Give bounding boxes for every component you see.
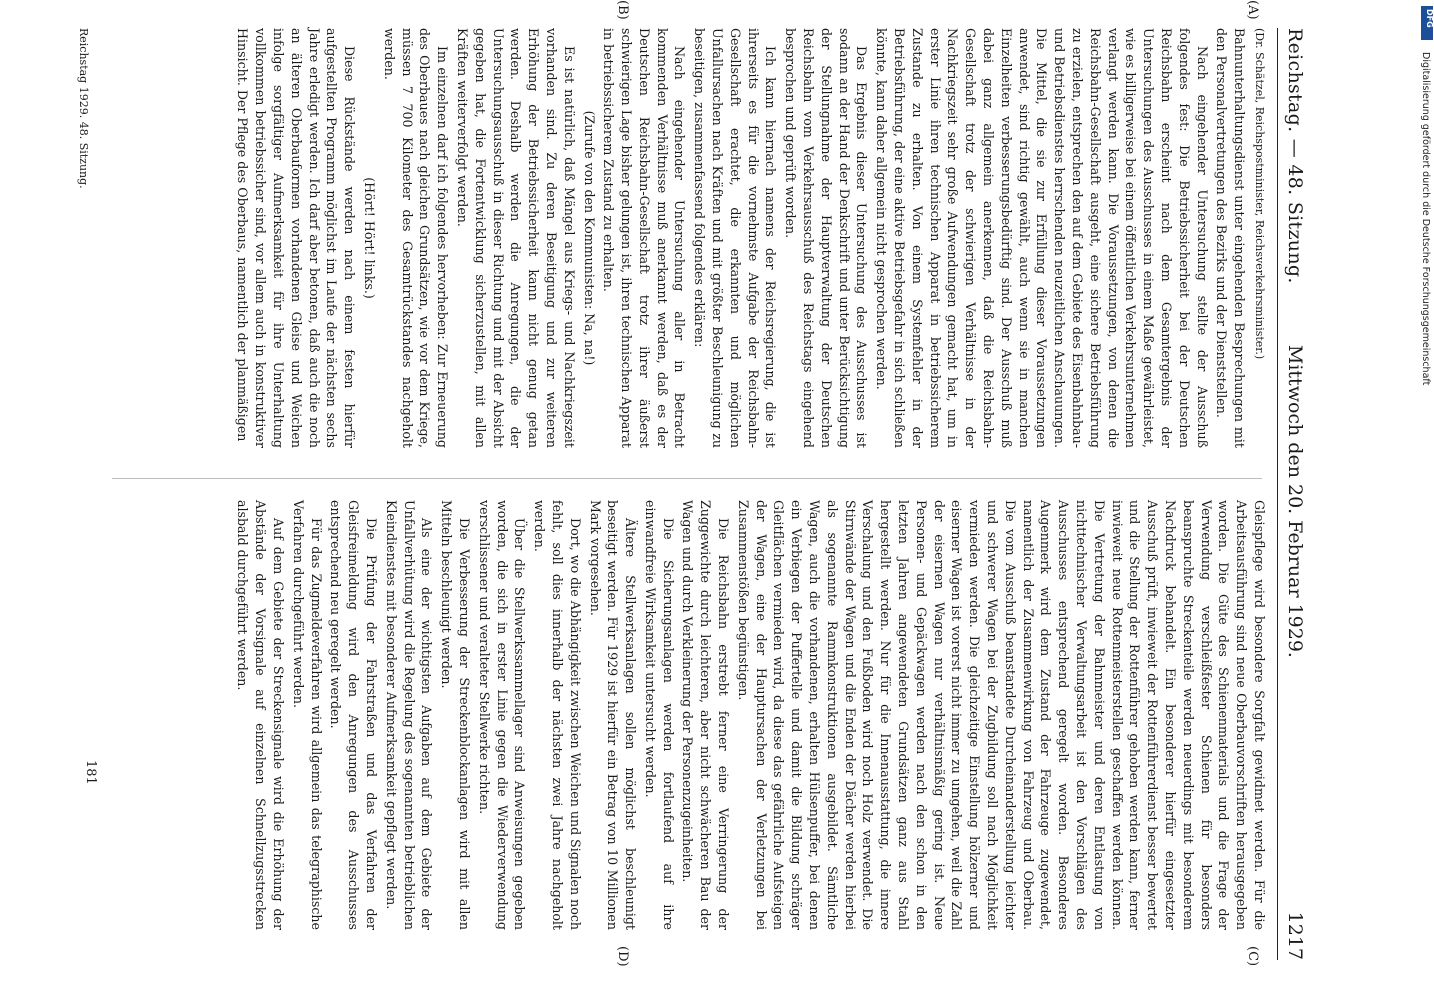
paragraph: Im einzelnen darf ich folgendes hervorheben: Zur Erneuerung des Oberbaues nach gleichen Grundsätzen, wie vor dem Kriege, müssen 7 700 Kilometer des Gesamtrückstandes nachgeholt werden. — [381, 28, 451, 448]
page-footer: Reichstag 1929. 48. Sitzung. — [77, 28, 90, 189]
digitization-sidebar — [1421, 6, 1433, 506]
dfg-logo-text: DFG — [1425, 9, 1434, 28]
paragraph: Die Sicherungsanlagen werden fortlaufend auf ihre einwandfreie Wirksamkeit untersucht werden. — [642, 500, 676, 930]
paragraph: Diese Rückstände werden nach einem festen hierfür aufgestellten Programm möglichst im Laufe der nächsten sechs Jahre erledigt werden. Ich darf aber betonen, daß auch die noch an älteren Oberbauformen vorhandenen Gleise und Weichen infolge sorgfältiger Aufmerksamkeit für ihre Unterhaltung vollkommen betriebssicher sind, vor allem auch in konstruktiver Hinsicht. Der Pflege des Oberbaus, namentlich der planmäßigen — [235, 28, 358, 448]
page-header — [1277, 28, 1312, 960]
paragraph: Gleispflege wird besondere Sorgfalt gewidmet werden. Für die Arbeitsausführung sind neue Oberbauvorschriften herausgegeben worden. Die Güte des Schienenmaterials und die Frage der Verwendung verschleißfester Schienen für besonders beanspruchte Streckenteile werden neuerdings mit besonderem Nachdruck behandelt. Ein besonderer hierfür eingesetzter Ausschuß prüft, inwieweit der Rottenführerdienst besser bewertet und die Stellung der Rottenführer gehoben werden kann, ferner inwieweit neue Rottenmeisterstellen geschaffen werden können. Die Vertretung der Bahnmeister und deren Entlastung von nichttechnischer Verwaltungsarbeit ist den Vorschlägen des Ausschusses entsprechend geregelt worden. Besonderes Augenmerk wird dem Zustand der Fahrzeuge zugewendet, namentlich der Zusammenwirkung von Fahrzeug und Oberbau. Die vom Ausschuß beanstandete Durcheinanderstellung leichter und schwerer Wagen bei der Zugbildung soll nach Möglichkeit vermieden werden. Die gleichzeitige Einstellung hölzerner und eiserner Wagen ist vorerst nicht immer zu umgehen, weil die Zahl der eisernen Wagen nur verhältnismäßig gering ist. Neue Personen- und Gepäckwagen werden nach den schon in den letzten Jahren angewendeten Grundsätzen ganz aus Stahl hergestellt werden. Nur für die Innenausstattung, die innere Verschalung und den Fußboden wird noch Holz verwendet. Die Stirnwände der Wagen und die Enden der Dächer werden hierbei als sogenannte Rammkonstruktionen ausgebildet. Sämtliche Wagen, auch die vorhandenen, erhalten Hülsenpuffer, bei denen ein Verbiegen der Puffertelle und damit die Bildung schräger Gleitflächen vermieden wird, da diese das gefährliche Aufsteigen der Wagen, eine der Hauptursachen der Verletzungen bei Zusammenstößen begünstigen. — [735, 500, 1267, 930]
paragraph: Es ist natürlich, daß Mängel aus Kriegs- und Nachkriegszeit vorhanden sind. Zu deren Beseitigung und zur weiteren Erhöhung der Betriebssicherheit kann nicht genug getan werden. Deshalb werden die Anregungen, die der Untersuchungsausschuß in dieser Richtung und mit der Absicht gegeben hat, die Fortentwicklung sicherzustellen, mit allen Kräften weiterverfolgt werden. — [454, 28, 577, 448]
paragraph: Für das Zugmeldeverfahren wird allgemein das telegraphische Verfahren durchgeführt werden. — [290, 500, 324, 930]
right-column — [232, 500, 1268, 930]
margin-marker-b: (B) — [615, 0, 630, 20]
paragraph: Über die Stellwerkssammellager sind Anweisungen gegeben worden, die sich in erster Linie gegen die Wiederverwendung verschlissener und veralteter Stellwerke richten. — [476, 500, 528, 930]
paragraph: Die Reichsbahn erstrebt ferner eine Verringerung der Zuggewichte durch leichteren, aber nicht schwächeren Bau der Wagen und durch Verkleinerung der Personenzugeinheiten. — [680, 500, 732, 930]
margin-marker-a: (A) — [1245, 0, 1260, 20]
signature-number: 181 — [83, 760, 98, 785]
paragraph: Ich kann hiernach namens der Reichsregierung, die ist ihrerseits es für die vornehmste Aufgabe der Reichsbahn-Gesellschaft erachtet, die erkannten und möglichen Unfallursachen nach Kräften und mit größter Beschleunigung zu beseitigen, zusammenfassend folgendes erklären: — [692, 28, 779, 448]
paragraph: Die Prüfung der Fahrstraßen und das Verfahren der Gleisfreimeldung wird den Anregungen des Ausschusses entsprechend neu geregelt werden. — [328, 500, 379, 930]
column-divider — [112, 478, 1262, 479]
paragraph: Als eine der wichtigsten Aufgaben auf dem Gebiete der Unfallverhütung wird die Regelung des sogenannten betrieblichen Kleindienstes mit besonderer Aufmerksamkeit gepflegt werden. — [383, 500, 435, 930]
paragraph: Dort, wo die Abhängigkeit zwischen Weichen und Signalen noch fehlt, soll dies innerhalb der nächsten zwei Jahre nachgeholt werden. — [532, 500, 583, 930]
left-column — [232, 28, 1268, 448]
paragraph: Das Ergebnis dieser Untersuchung des Ausschusses ist sodann an der Hand der Denkschrift und unter Berücksichtigung der Stellungnahme der Hauptverwaltung der Deutschen Reichsbahn vom Verkehrsausschuß des Reichstags eingehend besprochen und geprüft worden. — [783, 28, 870, 448]
document-page — [40, 0, 1330, 1000]
margin-marker-c: (C) — [1245, 946, 1260, 967]
header-date-and-page — [1278, 345, 1312, 960]
digitization-notice: Digitalisierung gefördert durch die Deutsche Forschungsgemeinschaft — [1420, 52, 1431, 386]
paragraph: Ältere Stellwerksanlagen sollen möglichst beschleunigt beseitigt werden. Für 1929 ist hierfür ein Betrag von 10 Millionen Mark vorgesehen. — [587, 500, 639, 930]
paragraph: Nach eingehender Untersuchung stellte der Ausschuß folgendes fest: Die Betriebssicherheit bei der Deutschen Reichsbahn erscheint nach dem Gesamtergebnis der Untersuchungen des Ausschusses in einem Maße gewährleistet, wie es billigerweise bei einem öffentlichen Verkehrsunternehmen verlangt werden kann. Die Voraussetzungen, von denen die Reichsbahn-Gesellschaft ausgeht, eine sichere Betriebsführung zu erzielen, entsprechen den auf dem Gebiete des Eisenbahnbau- und Betriebsdienstes herrschenden neuzeitlichen Anschauungen. Die Mittel, die sie zur Erfüllung dieser Voraussetzungen anwendet, sind richtig gewählt, auch wenn sie in manchen Einzelheiten verbesserungsbedürftig sind. Der Ausschuß muß dabei ganz allgemein anerkennen, daß die Reichsbahn-Gesellschaft trotz der schwierigen Verhältnisse in der Nachkriegszeit sehr große Aufwendungen gemacht hat, um in erster Linie ihren technischen Apparat in betriebssicherem Zustande zu erhalten. Von einem Systemfehler in der Betriebsführung, der eine aktive Betriebsgefahr in sich schließen könnte, kann daher allgemein nicht gesprochen werden. — [874, 28, 1210, 448]
margin-marker-d: (D) — [615, 946, 630, 967]
paragraph: Bahnunterhaltungsdienst unter eingehenden Besprechungen mit den Personalvertretungen des Bezirks und der Dienststellen. — [1214, 28, 1248, 448]
header-session: Reichstag. — 48. Sitzung. — [1284, 28, 1306, 284]
paragraph: Nach eingehender Untersuchung aller in Betracht kommenden Verhältnisse muß anerkannt werden, daß es der Deutschen Reichsbahn-Gesellschaft trotz ihrer äußerst schwierigen Lage bisher gelungen ist, ihren technischen Apparat in betriebssicherem Zustand zu erhalten. — [601, 28, 688, 448]
paragraph: Auf dem Gebiete der Streckensignale wird die Erhöhung der Abstände der Vorsignale auf einzelnen Schnellzugsstrecken alsbald durchgeführt werden. — [235, 500, 286, 930]
speaker-line: (Dr. Schätzel, Reichspostminister, Reichsverkehrsminister.) — [1253, 28, 1266, 360]
dfg-logo — [1421, 6, 1433, 40]
page-number: 1217 — [1284, 911, 1306, 960]
interjection: (Zurufe von den Kommunisten: Na, na!) — [581, 110, 597, 366]
header-date: Mittwoch den 20. Februar 1929. — [1284, 344, 1306, 658]
paragraph: Die Verbesserung der Streckenblockanlagen wird mit allen Mitteln beschleunigt werden. — [439, 500, 472, 930]
interjection: (Hört! Hört! links.) — [361, 177, 377, 299]
